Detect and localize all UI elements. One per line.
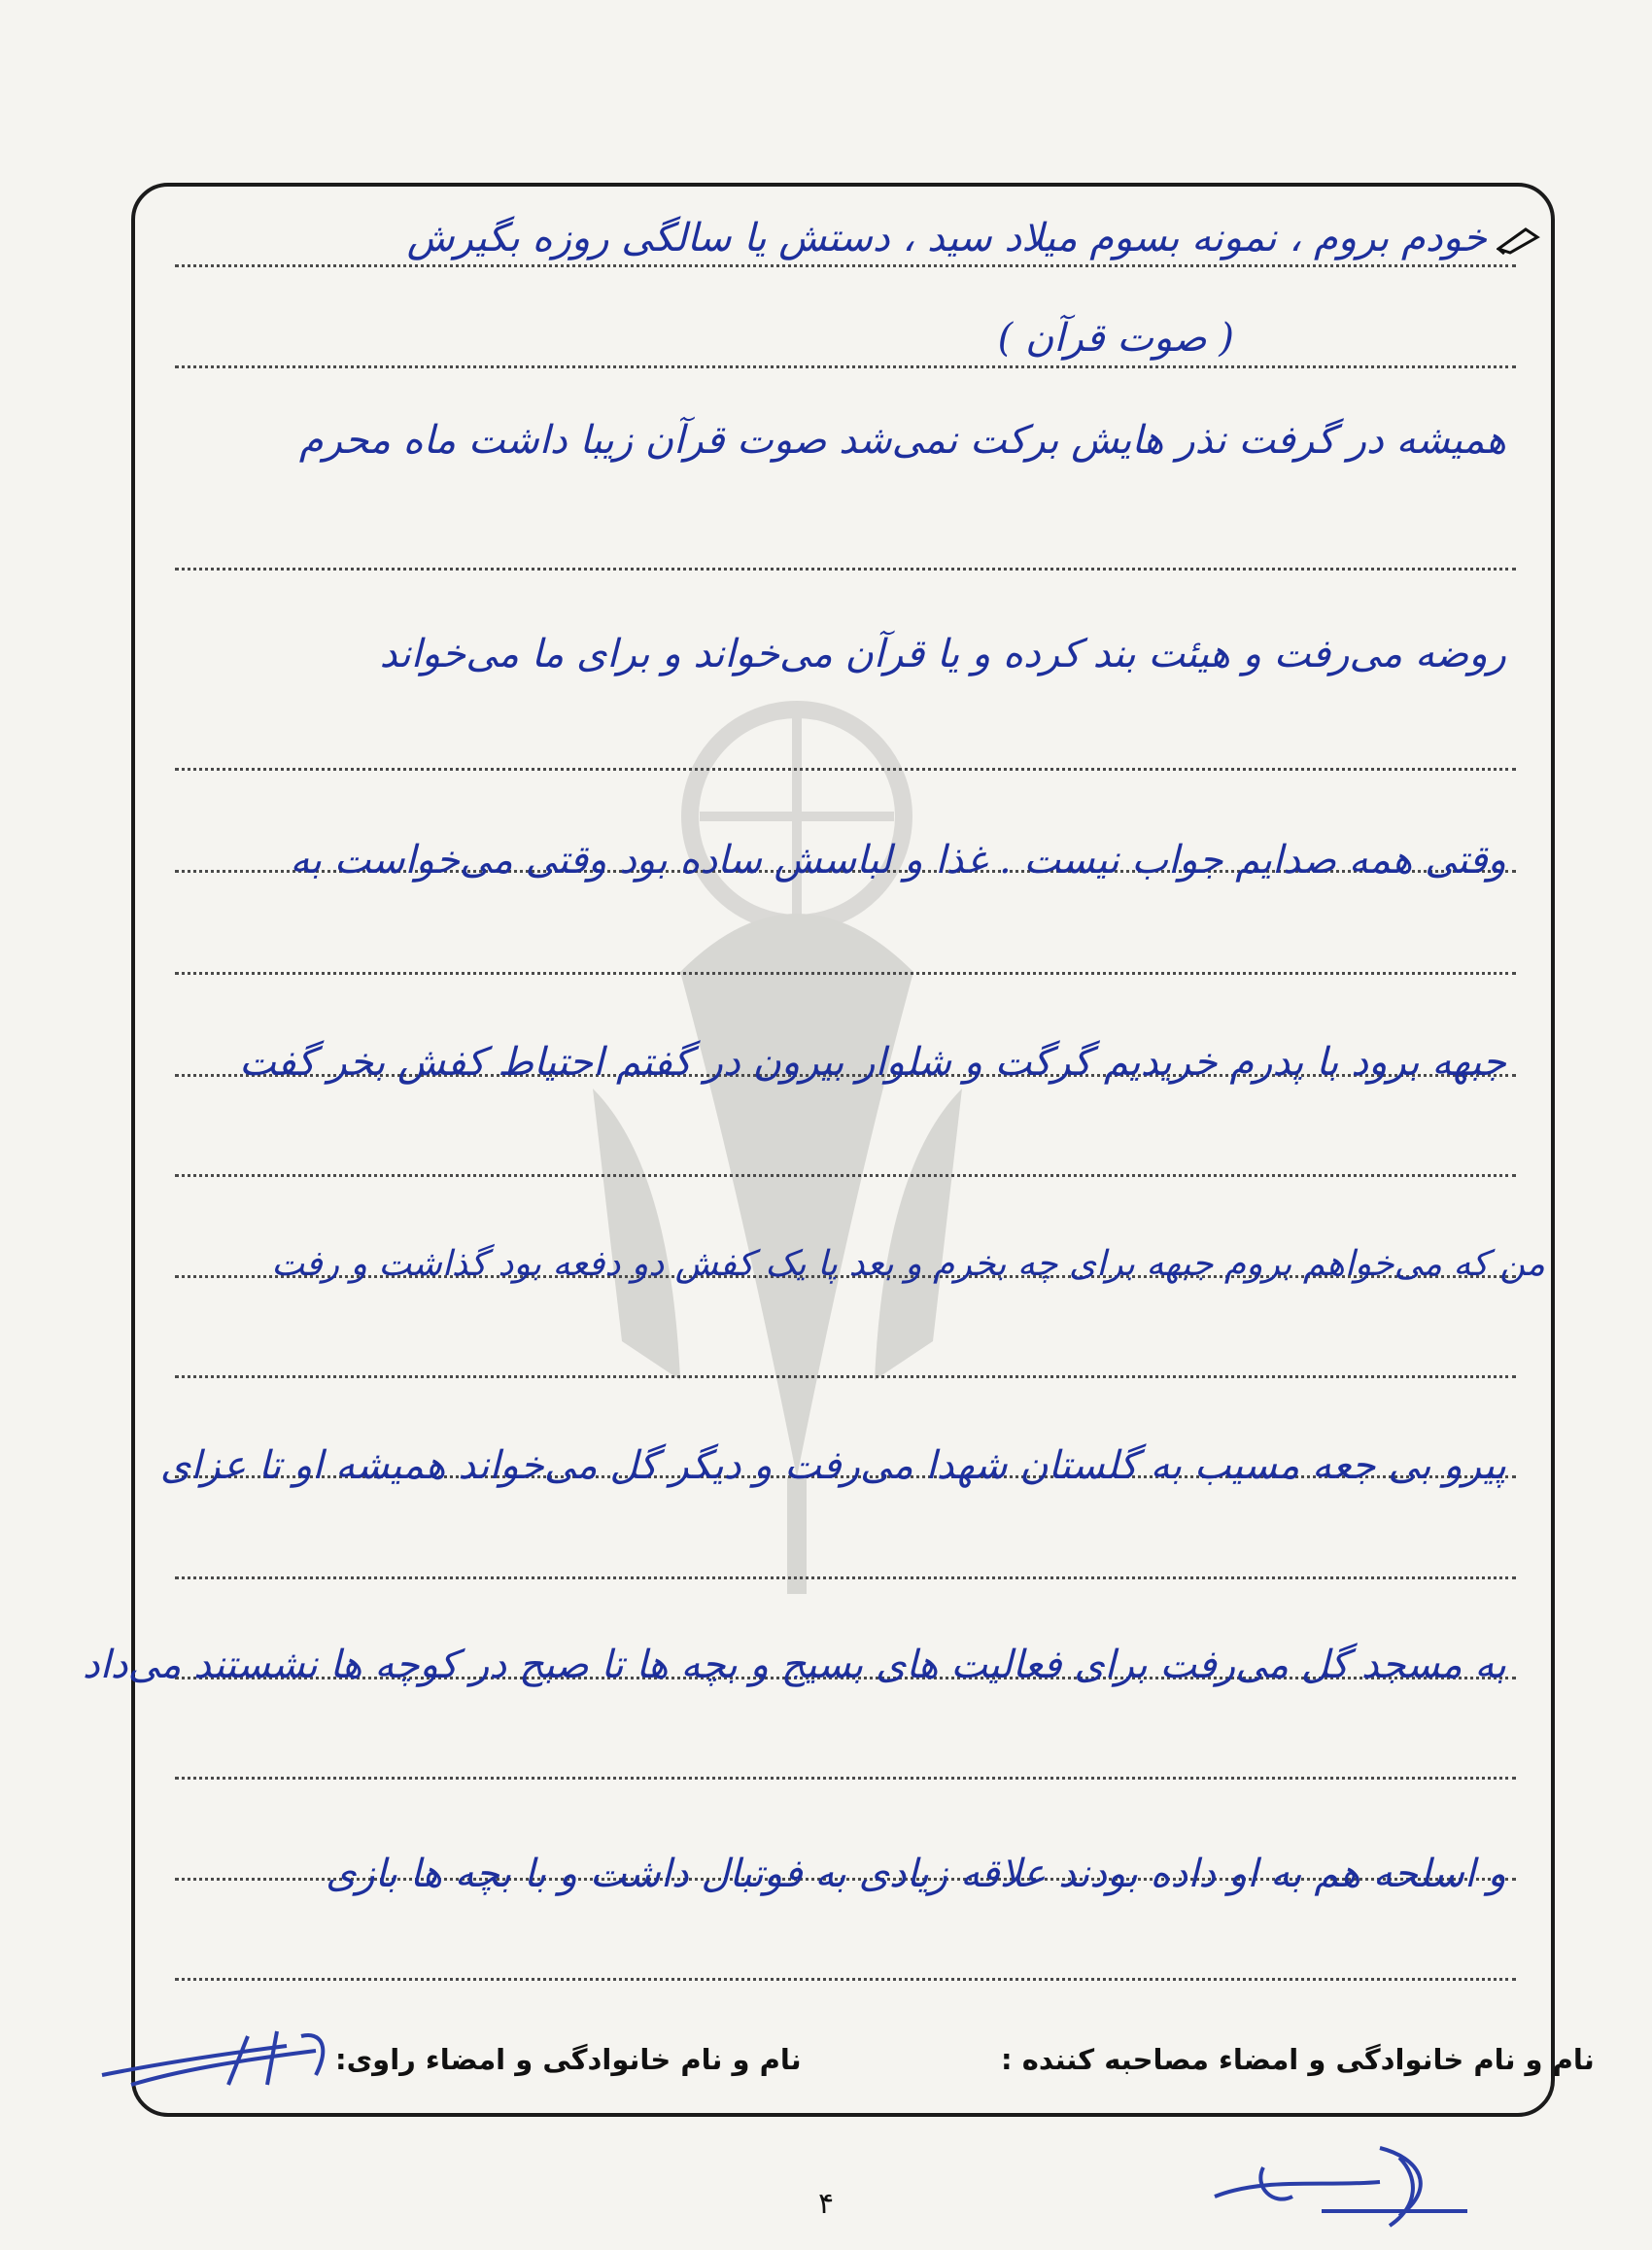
writing-line bbox=[175, 264, 1516, 267]
writing-line bbox=[175, 1777, 1516, 1780]
handwritten-line: من که می‌خواهم بروم جبهه برای چه بخرم و بعد پا یک کفش دو دفعه بود گذاشت و رفت bbox=[271, 1244, 1545, 1284]
writing-line bbox=[175, 1174, 1516, 1177]
writing-line bbox=[175, 1576, 1516, 1579]
page-border bbox=[131, 183, 1555, 2117]
writing-line bbox=[175, 1375, 1516, 1378]
handwritten-line: روضه می‌رفت و هیئت بند کرده و یا قرآن می‌خواند و برای ما می‌خواند bbox=[379, 632, 1506, 676]
interviewer-signature-label: نام و نام خانوادگی و امضاء مصاحبه کننده : bbox=[1001, 2043, 1595, 2076]
handwritten-line: وقتی همه صدایم جواب نیست . غذا و لباسش ساده بود وقتی می‌خواست به bbox=[290, 838, 1506, 883]
handwritten-line: پیرو بی جعه مسیب به گلستان شهدا می‌رفت و دیگر گل می‌خواند همیشه او تا عزای bbox=[159, 1443, 1506, 1488]
writing-line bbox=[175, 768, 1516, 771]
page-number: ۴ bbox=[817, 2187, 835, 2221]
handwritten-line: همیشه در گرفت نذر هایش برکت نمی‌شد صوت قرآن زیبا داشت ماه محرم bbox=[298, 418, 1506, 463]
writing-line bbox=[175, 365, 1516, 368]
pen-icon bbox=[1497, 225, 1541, 255]
writing-line bbox=[175, 568, 1516, 571]
writing-line bbox=[175, 1978, 1516, 1981]
handwritten-line: و اسلحه هم به او داده بودند علاقه زیادی به فوتبال داشت و با بچه ها بازی bbox=[326, 1852, 1506, 1896]
handwritten-line: به مسجد گل می‌رفت برای فعالیت های بسیج و بچه ها تا صبح در کوچه ها نشستند می‌داد bbox=[82, 1643, 1506, 1687]
narrator-signature bbox=[92, 2017, 345, 2104]
handwritten-line: جبهه برود با پدرم خریدیم گرگت و شلوار بیرون در گفتم احتیاط کفش بخر گفت bbox=[239, 1040, 1506, 1085]
writing-line bbox=[175, 972, 1516, 975]
handwritten-line: ( صوت قرآن ) bbox=[997, 316, 1234, 361]
handwritten-line: خودم بروم ، نمونه بسوم میلاد سید ، دستش یا سالگی روزه بگیرش bbox=[406, 216, 1487, 260]
narrator-signature-label: نام و نام خانوادگی و امضاء راوی: bbox=[335, 2043, 802, 2076]
